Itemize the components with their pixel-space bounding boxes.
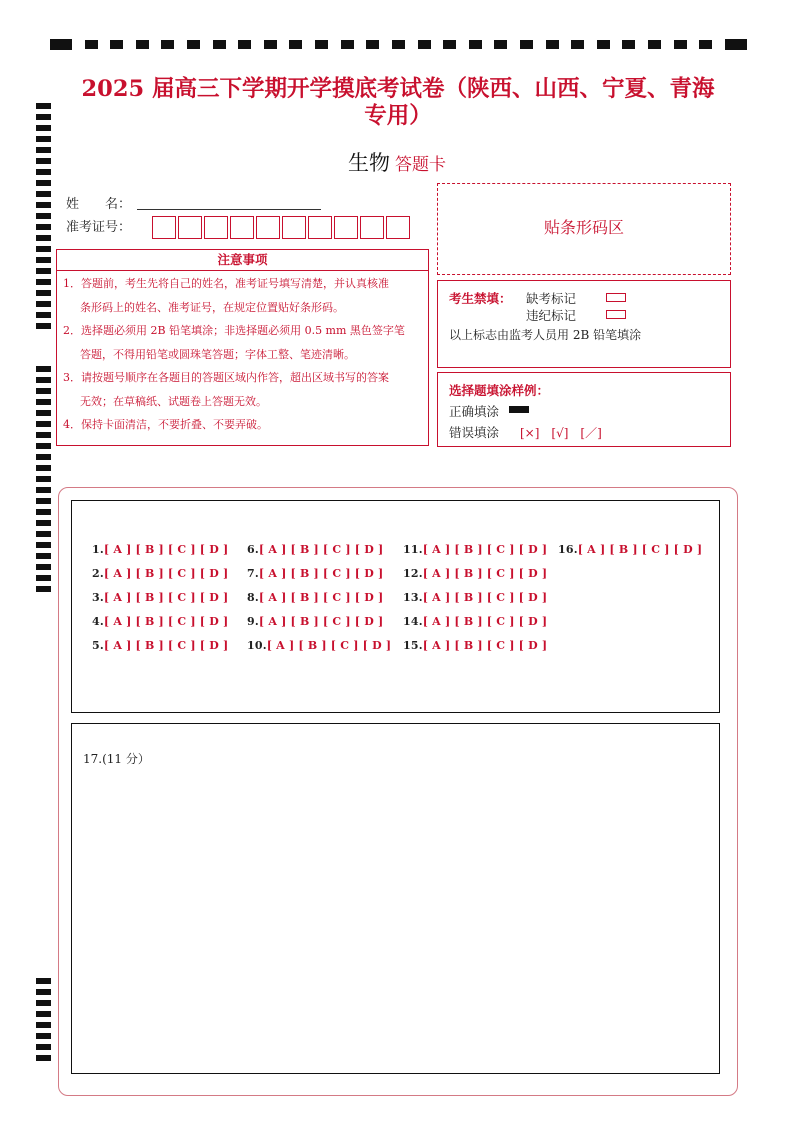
question-number: 2.	[92, 567, 104, 580]
notice-item-2a: 2．选择题必须用 2B 铅笔填涂；非选择题必须用 0.5 mm 黑色签字笔	[63, 324, 405, 337]
id-label: 准考证号：	[66, 220, 132, 235]
barcode-area-label: 贴条形码区	[543, 218, 624, 237]
answer-options[interactable]: [ A ] [ B ] [ C ] [ D ]	[258, 615, 384, 628]
question-row[interactable]	[403, 543, 547, 567]
barcode-area	[437, 183, 731, 275]
timing-mark	[36, 531, 51, 537]
timing-mark	[622, 40, 635, 49]
timing-mark	[36, 410, 51, 416]
notice-box	[56, 270, 429, 446]
question-number: 13.	[403, 591, 423, 604]
example-box	[437, 372, 731, 447]
timing-mark	[36, 366, 51, 372]
timing-mark	[366, 40, 379, 49]
timing-mark	[36, 432, 51, 438]
timing-mark	[36, 454, 51, 460]
id-digit-cell[interactable]	[308, 216, 332, 239]
question-row[interactable]	[403, 615, 547, 639]
timing-mark	[36, 191, 51, 197]
question-number: 15.	[403, 639, 423, 652]
question-row[interactable]	[403, 639, 547, 663]
timing-mark	[36, 421, 51, 427]
timing-mark	[36, 399, 51, 405]
question-number: 1.	[92, 543, 104, 556]
question-row[interactable]	[247, 615, 391, 639]
timing-mark	[36, 246, 51, 252]
absent-mark-box[interactable]	[606, 293, 626, 302]
answer-options[interactable]: [ A ] [ B ] [ C ] [ D ]	[258, 591, 384, 604]
question-column-4	[558, 543, 702, 567]
id-digit-cell[interactable]	[360, 216, 384, 239]
question-17-box[interactable]	[71, 723, 720, 1074]
id-number-grid[interactable]	[152, 216, 422, 241]
timing-mark	[136, 40, 149, 49]
question-row[interactable]	[247, 639, 391, 663]
answer-options[interactable]: [ A ] [ B ] [ C ] [ D ]	[422, 543, 548, 556]
forbidden-box	[437, 280, 731, 368]
question-17-label: 17.(11 分）	[83, 752, 150, 766]
id-digit-cell[interactable]	[386, 216, 410, 239]
timing-mark	[264, 40, 277, 49]
id-digit-cell[interactable]	[178, 216, 202, 239]
id-digit-cell[interactable]	[152, 216, 176, 239]
question-row[interactable]	[92, 639, 228, 663]
timing-mark	[443, 40, 456, 49]
question-number: 16.	[558, 543, 578, 556]
left-timing-marks-upper	[36, 103, 51, 334]
question-number: 7.	[247, 567, 259, 580]
timing-mark	[36, 1033, 51, 1039]
timing-mark	[36, 388, 51, 394]
notice-item-1a: 1．答题前，考生先将自己的姓名，准考证号填写清楚，并认真核准	[63, 277, 389, 290]
answer-options[interactable]: [ A ] [ B ] [ C ] [ D ]	[103, 567, 229, 580]
question-row[interactable]	[558, 543, 702, 567]
question-row[interactable]	[247, 567, 391, 591]
question-row[interactable]	[92, 615, 228, 639]
subject-suffix: 答题卡	[395, 155, 447, 175]
timing-mark	[36, 586, 51, 592]
notice-header	[56, 249, 429, 271]
top-timing-marks	[50, 38, 747, 50]
timing-mark	[36, 978, 51, 984]
timing-mark	[36, 290, 51, 296]
timing-mark	[546, 40, 559, 49]
question-number: 4.	[92, 615, 104, 628]
left-timing-marks-lower	[36, 978, 51, 1066]
timing-mark	[36, 989, 51, 995]
timing-mark	[36, 213, 51, 219]
question-row[interactable]	[247, 543, 391, 567]
timing-mark	[699, 40, 712, 49]
timing-mark	[36, 301, 51, 307]
timing-mark	[36, 542, 51, 548]
question-row[interactable]	[247, 591, 391, 615]
answer-options[interactable]: [ A ] [ B ] [ C ] [ D ]	[422, 615, 548, 628]
answer-options[interactable]: [ A ] [ B ] [ C ] [ D ]	[103, 543, 229, 556]
timing-mark	[36, 498, 51, 504]
timing-mark	[36, 312, 51, 318]
id-digit-cell[interactable]	[282, 216, 306, 239]
timing-mark	[187, 40, 200, 49]
timing-mark	[110, 40, 123, 49]
question-number: 5.	[92, 639, 104, 652]
timing-mark	[36, 235, 51, 241]
answer-options[interactable]: [ A ] [ B ] [ C ] [ D ]	[422, 567, 548, 580]
notice-item-1b: 条形码上的姓名、准考证号，在规定位置贴好条形码。	[80, 300, 344, 314]
timing-mark	[36, 1055, 51, 1061]
notice-heading: 注意事项	[217, 252, 268, 267]
id-digit-cell[interactable]	[230, 216, 254, 239]
timing-mark	[520, 40, 533, 49]
violation-mark-box[interactable]	[606, 310, 626, 319]
question-column-3	[403, 543, 547, 663]
answer-options[interactable]: [ A ] [ B ] [ C ] [ D ]	[422, 639, 548, 652]
answer-options[interactable]: [ A ] [ B ] [ C ] [ D ]	[103, 639, 229, 652]
question-number: 11.	[403, 543, 423, 556]
timing-mark	[85, 40, 98, 49]
question-number: 12.	[403, 567, 423, 580]
timing-mark	[36, 487, 51, 493]
timing-mark	[36, 443, 51, 449]
timing-mark	[36, 1011, 51, 1017]
choice-answer-box	[71, 500, 720, 713]
timing-mark	[36, 377, 51, 383]
timing-mark	[341, 40, 354, 49]
timing-mark	[36, 257, 51, 263]
timing-mark	[469, 40, 482, 49]
forbidden-note: 以上标志由监考人员用 2B 铅笔填涂	[449, 328, 642, 342]
question-number: 9.	[247, 615, 259, 628]
timing-mark	[494, 40, 507, 49]
subject-name: 生物	[347, 151, 390, 175]
timing-mark	[213, 40, 226, 49]
timing-mark	[725, 39, 747, 50]
answer-options[interactable]: [ A ] [ B ] [ C ] [ D ]	[258, 543, 384, 556]
timing-mark	[315, 40, 328, 49]
answer-options[interactable]: [ A ] [ B ] [ C ] [ D ]	[103, 591, 229, 604]
subject-heading	[0, 147, 794, 177]
timing-mark	[36, 509, 51, 515]
timing-mark	[289, 40, 302, 49]
timing-mark	[392, 40, 405, 49]
question-row[interactable]	[92, 567, 228, 591]
answer-options[interactable]: [ A ] [ B ] [ C ] [ D ]	[258, 567, 384, 580]
name-label: 姓 名：	[66, 197, 132, 212]
correct-fill-sample	[509, 406, 529, 413]
question-number: 3.	[92, 591, 104, 604]
exam-title-line1: 2025 届高三下学期开学摸底考试卷（陕西、山西、宁夏、青海	[81, 76, 715, 102]
question-column-1	[92, 543, 228, 663]
answer-options[interactable]: [ A ] [ B ] [ C ] [ D ]	[577, 543, 703, 556]
question-number: 14.	[403, 615, 423, 628]
wrong-marks: [×] [√] [／]	[520, 426, 602, 440]
forbidden-label: 考生禁填：	[449, 291, 512, 306]
timing-mark	[36, 268, 51, 274]
timing-mark	[36, 1000, 51, 1006]
answer-options[interactable]: [ A ] [ B ] [ C ] [ D ]	[103, 615, 229, 628]
timing-mark	[36, 202, 51, 208]
timing-mark	[36, 136, 51, 142]
timing-mark	[36, 180, 51, 186]
id-digit-cell[interactable]	[256, 216, 280, 239]
id-digit-cell[interactable]	[334, 216, 358, 239]
timing-mark	[36, 476, 51, 482]
timing-mark	[36, 520, 51, 526]
question-row[interactable]	[403, 567, 547, 591]
timing-mark	[648, 40, 661, 49]
question-row[interactable]	[92, 591, 228, 615]
notice-item-3a: 3．请按题号顺序在各题目的答题区域内作答，超出区域书写的答案	[63, 371, 389, 384]
absent-label: 缺考标记	[526, 291, 577, 306]
timing-mark	[36, 323, 51, 329]
timing-mark	[238, 40, 251, 49]
timing-mark	[674, 40, 687, 49]
timing-mark	[571, 40, 584, 49]
timing-mark	[36, 465, 51, 471]
timing-mark	[36, 224, 51, 230]
timing-mark	[50, 39, 72, 50]
timing-mark	[36, 279, 51, 285]
timing-mark	[161, 40, 174, 49]
left-timing-marks-middle	[36, 366, 51, 597]
timing-mark	[36, 114, 51, 120]
timing-mark	[597, 40, 610, 49]
question-row[interactable]	[403, 591, 547, 615]
name-field[interactable]	[137, 209, 321, 210]
notice-item-4: 4．保持卡面清洁，不要折叠、不要弄破。	[63, 418, 268, 431]
notice-item-2b: 答题，不得用铅笔或圆珠笔答题；字体工整、笔迹清晰。	[80, 347, 355, 361]
answer-options[interactable]: [ A ] [ B ] [ C ] [ D ]	[422, 591, 548, 604]
wrong-label: 错误填涂	[449, 425, 500, 440]
question-number: 10.	[247, 639, 267, 652]
question-column-2	[247, 543, 391, 663]
question-number: 8.	[247, 591, 259, 604]
question-row[interactable]	[92, 543, 228, 567]
timing-mark	[36, 564, 51, 570]
timing-mark	[36, 553, 51, 559]
timing-mark	[36, 1044, 51, 1050]
id-digit-cell[interactable]	[204, 216, 228, 239]
timing-mark	[418, 40, 431, 49]
timing-mark	[36, 125, 51, 131]
answer-options[interactable]: [ A ] [ B ] [ C ] [ D ]	[266, 639, 392, 652]
correct-label: 正确填涂	[449, 404, 500, 419]
exam-title-line2: 专用）	[364, 103, 432, 129]
question-number: 6.	[247, 543, 259, 556]
timing-mark	[36, 1022, 51, 1028]
violation-label: 违纪标记	[526, 308, 577, 323]
timing-mark	[36, 575, 51, 581]
example-heading: 选择题填涂样例：	[449, 383, 550, 398]
exam-title	[60, 76, 736, 130]
notice-item-3b: 无效；在草稿纸、试题卷上答题无效。	[80, 394, 267, 408]
timing-mark	[36, 103, 51, 109]
